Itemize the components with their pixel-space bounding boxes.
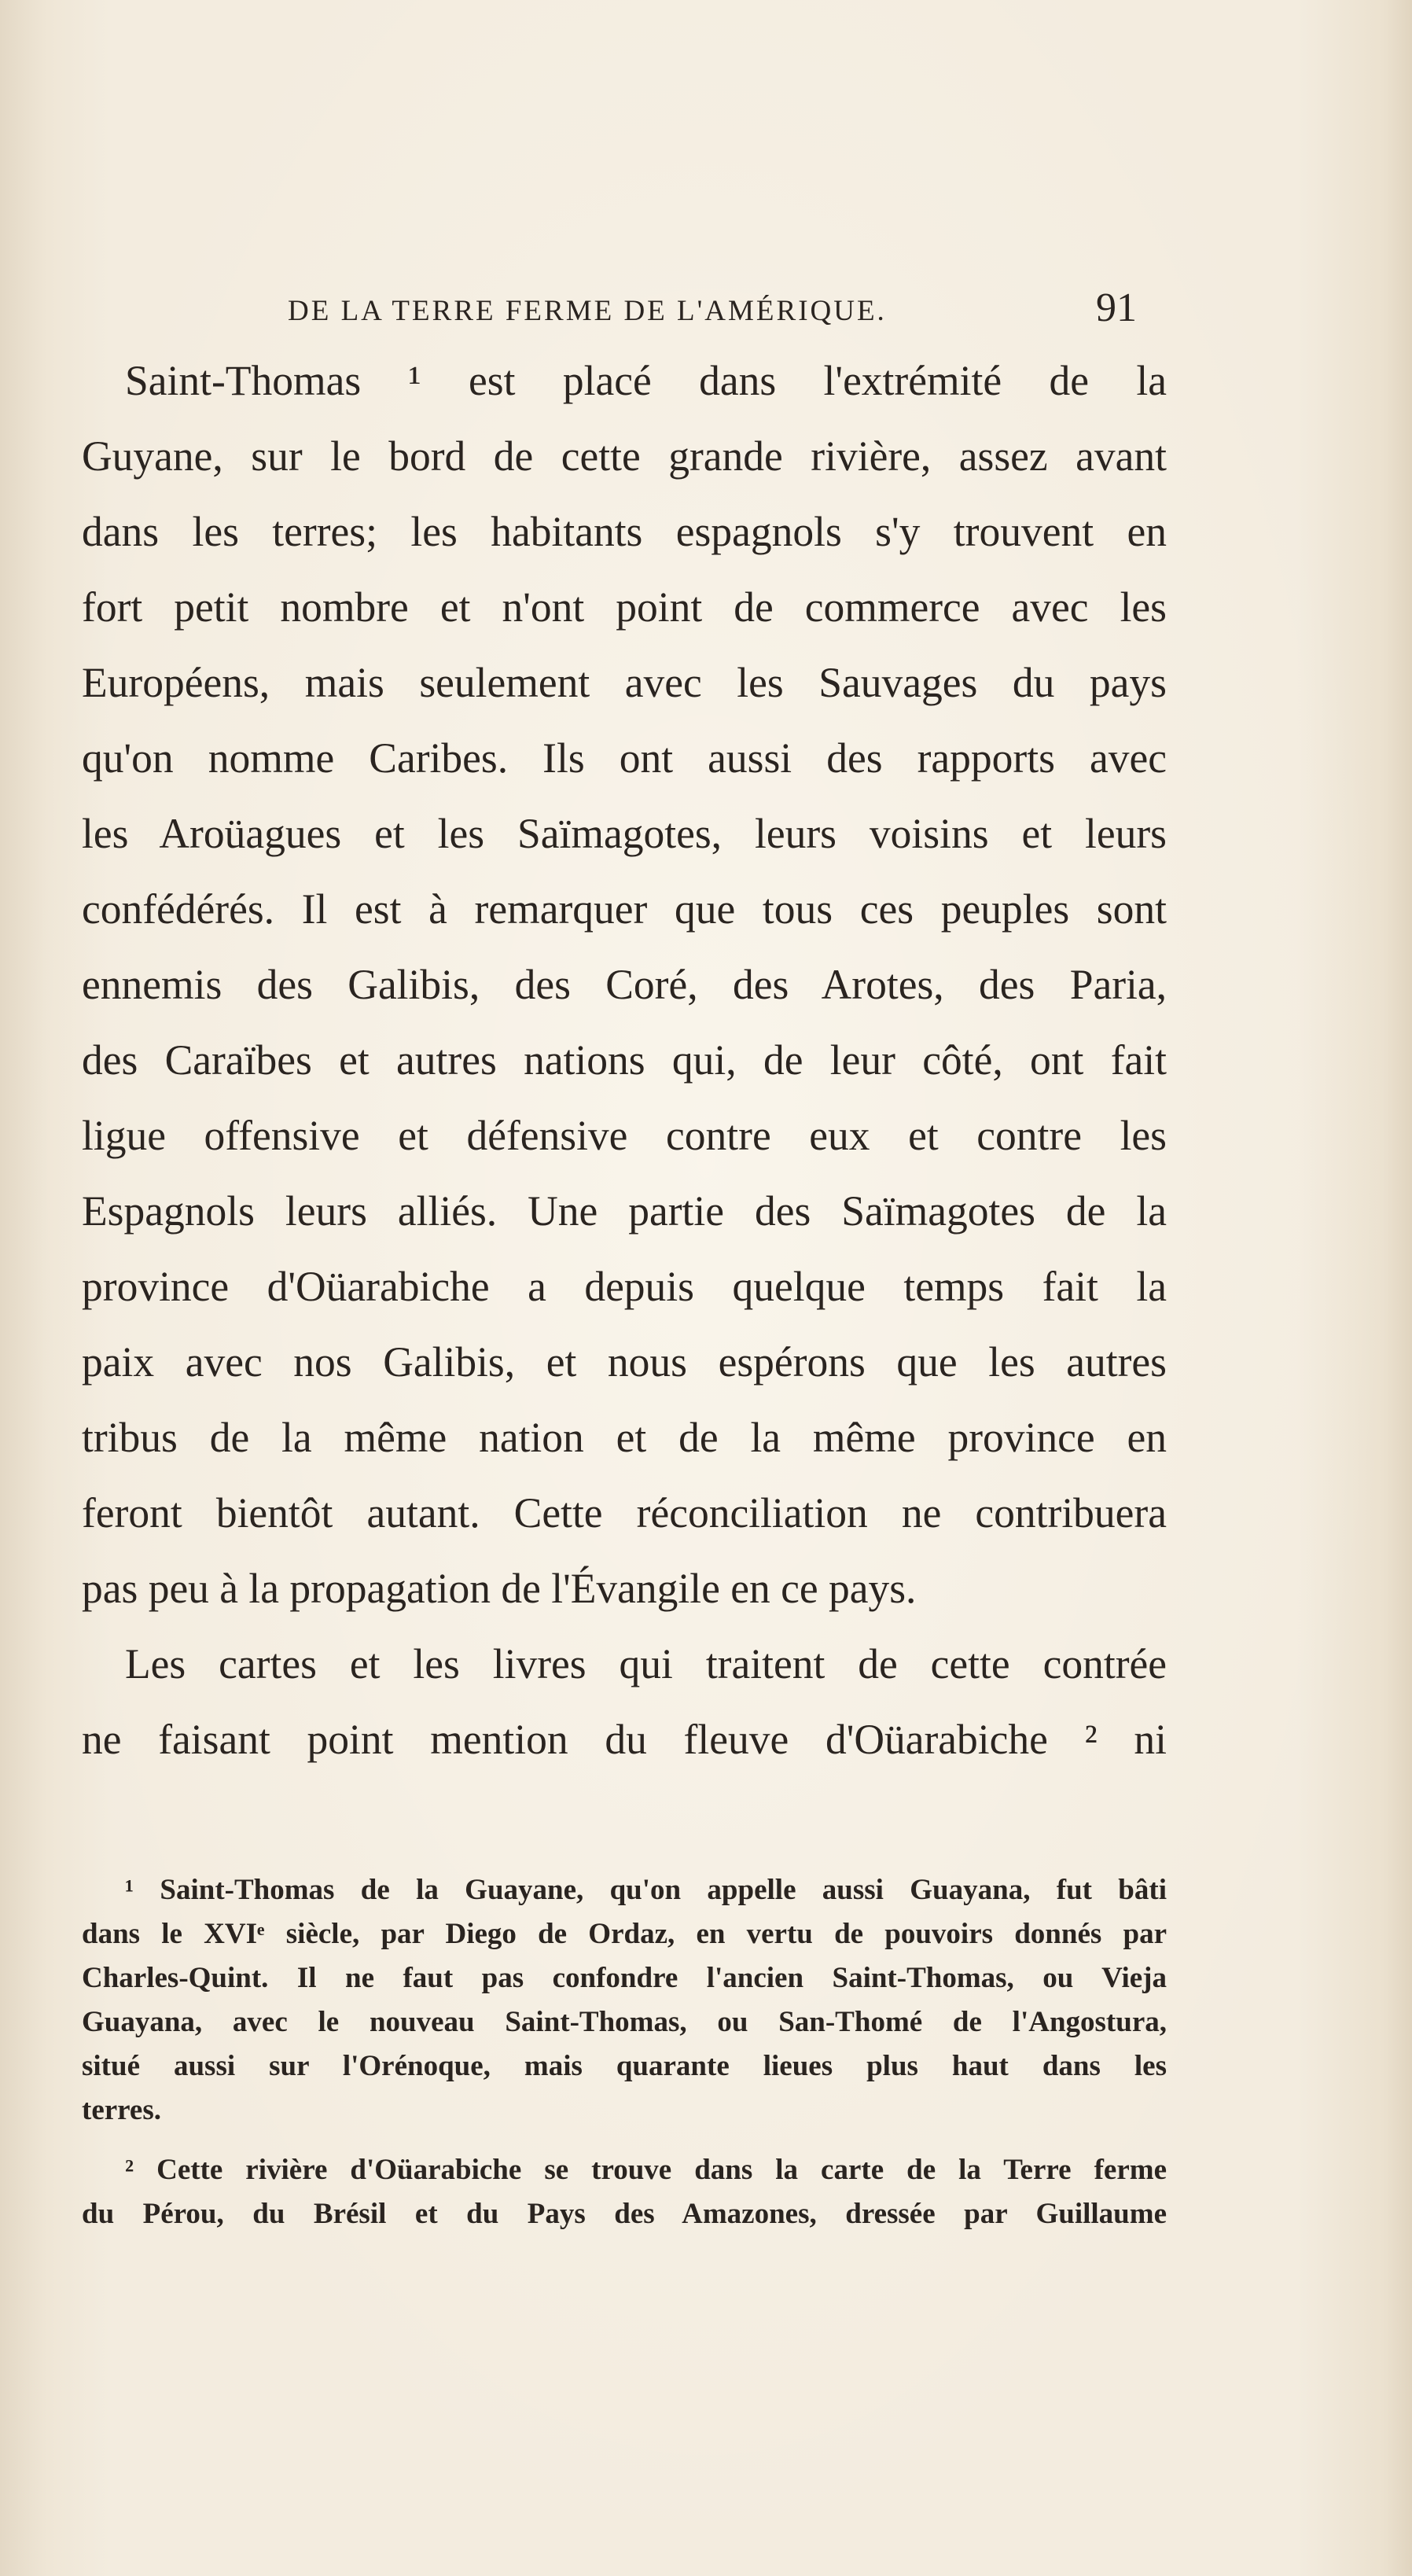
- text-line: province d'Oüarabiche a depuis quelque temps fait la: [82, 1263, 1167, 1310]
- text-line: pas peu à la propagation de l'Évangile en ce pays.: [82, 1565, 917, 1612]
- page-number: 91: [1096, 285, 1137, 330]
- footnote-spacer: [82, 2133, 1167, 2148]
- footnote-line: Guayana, avec le nouveau Saint-Thomas, ou San-Thomé de l'Angostura,: [82, 2006, 1167, 2038]
- footnote-line: ¹ Saint-Thomas de la Guayane, qu'on appelle aussi Guayana, fut bâti: [125, 1874, 1167, 1906]
- footnote-line: situé aussi sur l'Orénoque, mais quarante lieues plus haut dans les: [82, 2050, 1167, 2082]
- footnote-line: terres.: [82, 2094, 161, 2126]
- footnote-line: ² Cette rivière d'Oüarabiche se trouve dans la carte de la Terre ferme: [125, 2154, 1167, 2186]
- text-line: des Caraïbes et autres nations qui, de leur côté, ont fait: [82, 1036, 1167, 1084]
- text-line: Les cartes et les livres qui traitent de cette contrée: [125, 1640, 1167, 1687]
- footnote-line: du Pérou, du Brésil et du Pays des Amazones, dressée par Guillaume: [82, 2198, 1167, 2230]
- text-line: paix avec nos Galibis, et nous espérons que les autres: [82, 1338, 1167, 1386]
- text-line: fort petit nombre et n'ont point de commerce avec les: [82, 583, 1167, 631]
- footnote-2: [82, 2148, 1167, 2236]
- text-line: confédérés. Il est à remarquer que tous ces peuples sont: [82, 885, 1167, 933]
- text-line: ne faisant point mention du fleuve d'Oüarabiche ² ni: [82, 1716, 1167, 1763]
- footnote-line: dans le XVIᵉ siècle, par Diego de Ordaz, en vertu de pouvoirs donnés par: [82, 1918, 1167, 1950]
- text-line: ennemis des Galibis, des Coré, des Arotes, des Paria,: [82, 961, 1167, 1008]
- footnote-1: [82, 1868, 1167, 2133]
- text-line: Européens, mais seulement avec les Sauvages du pays: [82, 659, 1167, 706]
- text-line: tribus de la même nation et de la même province en: [82, 1414, 1167, 1461]
- text-line: Saint-Thomas ¹ est placé dans l'extrémité de la: [125, 357, 1167, 404]
- body-text: [82, 343, 1167, 1777]
- text-line: dans les terres; les habitants espagnols s'y trouvent en: [82, 508, 1167, 555]
- text-line: les Aroüagues et les Saïmagotes, leurs voisins et leurs: [82, 810, 1167, 857]
- footnotes: [82, 1868, 1167, 2236]
- footnote-line: Charles-Quint. Il ne faut pas confondre l'ancien Saint-Thomas, ou Vieja: [82, 1962, 1167, 1994]
- text-line: ligue offensive et défensive contre eux et contre les: [82, 1112, 1167, 1159]
- text-line: Espagnols leurs alliés. Une partie des Saïmagotes de la: [82, 1187, 1167, 1235]
- running-head: [82, 285, 1167, 332]
- text-line: Guyane, sur le bord de cette grande rivière, assez avant: [82, 432, 1167, 480]
- running-head-title: DE LA TERRE FERME DE L'AMÉRIQUE.: [288, 295, 887, 327]
- text-line: feront bientôt autant. Cette réconciliation ne contribuera: [82, 1489, 1167, 1536]
- text-line: qu'on nomme Caribes. Ils ont aussi des rapports avec: [82, 734, 1167, 782]
